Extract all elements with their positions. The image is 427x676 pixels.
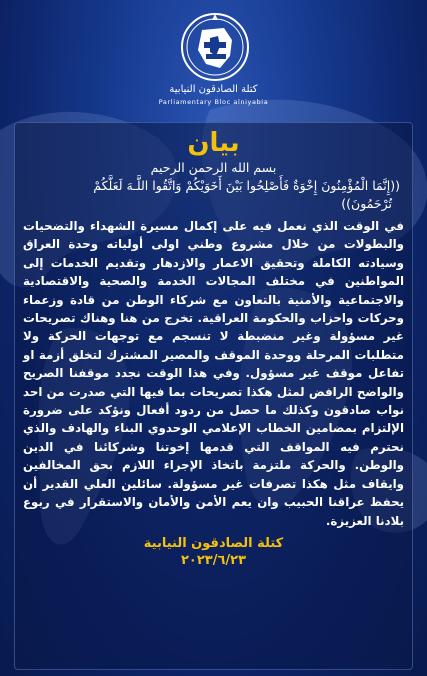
quran-verse-line1: ((إِنَّمَا الْمُؤْمِنُونَ إِخْوَةٌ فَأَصْلِحُوا بَيْنَ أَخَوَيْكُمْ وَاتَّقُوا اللَّـهَ لَعَلَّكُمْ <box>93 178 400 193</box>
statement-panel <box>14 122 413 670</box>
signature: كتلة الصادقون النيابية <box>143 535 284 551</box>
bloc-name-english: Parliamentary Bloc alniyabia <box>158 98 269 106</box>
quran-verse <box>15 177 412 213</box>
statement-title: بيان <box>187 128 240 158</box>
statement-date: ٢٠٢٣/٦/٢٣ <box>180 552 247 568</box>
basmala: بسم الله الرحمن الرحيم <box>150 160 277 175</box>
quran-verse-line2: تُرْحَمُونَ)) <box>341 196 392 211</box>
bloc-name-arabic: كتلة الصادقون النيابية <box>169 84 258 95</box>
statement-body: في الوقت الذي نعمل فيه على إكمال مسيرة الشهداء والتضحيات والبطولات من خلال مشروع وطني اولى أولياته وحدة العراق وسيادته الكاملة وتحقيق الاعمار والازدهار وتقديم الخدمات إلى المواطنين في مختلف المجالات الخدمة والصحية والاقتصادية والاجتماعية والأمنية بالتعاون مع شركاء الوطن من قادة وزعماء وحركات واحزاب والحكومة العراقية. تخرج من هنا وهناك تصريحات غير مسؤولة وغير منضبطة لا تنسجم مع توجهات الحركة ولا متطلبات المرحلة ووحدة الموقف والمصير المشترك لتخلق أزمة او تفاعل موقف غير مسؤول. وفي هذا الوقت نجدد موقفنا الصريح والواضح الرافض لمثل هكذا تصريحات بما فيها التي صدرت من احد نواب صادقون وكذلك ما حصل من ردود أفعال ونؤكد على ضرورة الإلتزام بمضامين الخطاب الإعلامي الوحدوي البناء والهادف والذي نحترم فيه المواقف التي قدمها إخوتنا وشركائنا في الدين والوطن. والحركة ملتزمة باتخاذ الإجراء اللازم بحق المخالفين وايقاف مثل هكذا تصرفات غير مسؤولة. سائلين العلي القدير أن يحفظ عراقنا الحبيب وان يعم الأمن والأمان والاستقرار في ربوع بلادنا العزيزة. <box>23 219 404 528</box>
sadiqoon-emblem-icon <box>180 12 250 82</box>
header <box>0 0 427 118</box>
